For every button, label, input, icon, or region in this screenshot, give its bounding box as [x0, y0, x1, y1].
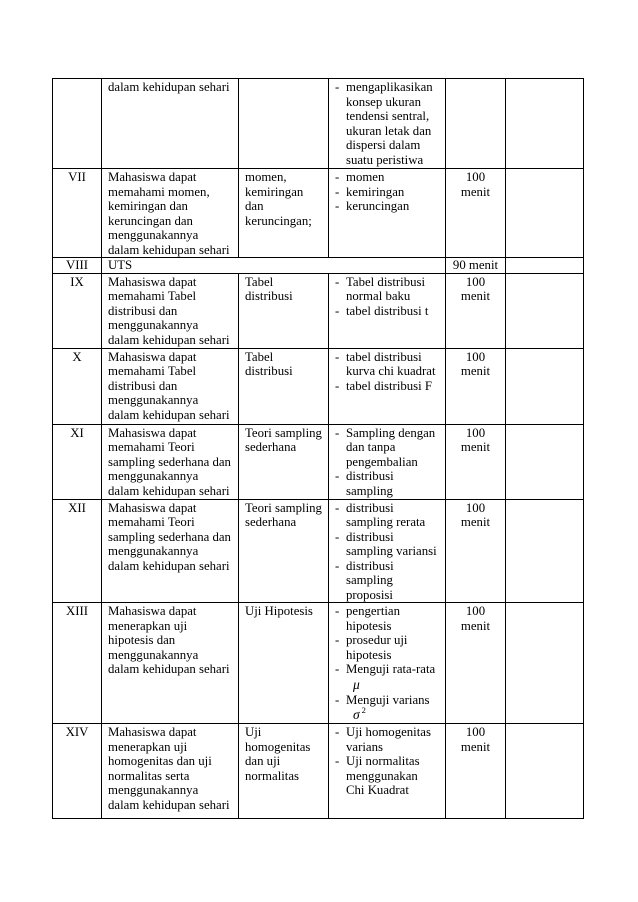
material-cell	[239, 603, 329, 724]
material-cell	[239, 724, 329, 819]
mu-symbol: μ	[353, 676, 360, 692]
subtopic-item	[335, 559, 443, 603]
bullet: -	[335, 184, 340, 199]
subtopic-item	[335, 633, 443, 662]
bullet: -	[335, 662, 340, 676]
notes-cell	[506, 424, 584, 499]
material-cell	[239, 348, 329, 424]
bullet: -	[335, 469, 340, 483]
bullet: -	[335, 500, 340, 515]
material-topic: Tabel distribusi	[245, 349, 293, 378]
outcome-cell	[102, 273, 239, 348]
subtopic-text: Uji homogenitas varians	[346, 725, 431, 754]
subtopic-text: tabel distribusi F	[346, 378, 433, 393]
duration: 100 menit	[460, 500, 491, 529]
subtopic-item	[335, 469, 443, 498]
learning-outcome: Mahasiswa dapat memahami Tabel distribusi dan menggunakannya dalam kehidupan sehari	[108, 274, 230, 347]
table-row	[53, 724, 584, 819]
subtopics-cell	[329, 169, 446, 258]
material-cell	[239, 79, 329, 169]
subtopic-item	[335, 350, 443, 379]
table-row	[53, 273, 584, 348]
subtopic-text: Menguji varians	[346, 692, 430, 707]
learning-outcome: Mahasiswa dapat memahami Teori sampling sederhana dan menggunakannya dalam kehidupan sehari	[108, 425, 231, 498]
duration: 100 menit	[460, 604, 491, 633]
subtopic-text: prosedur uji hipotesis	[346, 633, 408, 662]
notes-cell	[506, 79, 584, 169]
material-topic: Uji homogenitas dan uji normalitas	[245, 725, 311, 783]
table-row	[53, 169, 584, 258]
week-number: VIII	[65, 258, 89, 272]
bullet: -	[335, 80, 340, 94]
table-row	[53, 79, 584, 169]
outcome-cell	[102, 724, 239, 819]
material-topic: Teori sampling sederhana	[245, 425, 322, 454]
subtopic-body	[346, 693, 430, 724]
week-number: XI	[70, 425, 84, 440]
subtopic-item	[335, 693, 443, 724]
bullet: -	[335, 754, 340, 768]
outcome-cell	[102, 499, 239, 603]
subtopics-cell	[329, 724, 446, 819]
learning-outcome: dalam kehidupan sehari	[108, 80, 230, 94]
week-number: XII	[68, 500, 86, 515]
bullet: -	[335, 199, 340, 213]
sigma-squared-symbol	[346, 707, 430, 723]
notes-cell	[506, 169, 584, 258]
outcome-cell	[102, 258, 446, 274]
subtopic-text: distribusi sampling variansi	[346, 529, 437, 558]
subtopics-cell	[329, 348, 446, 424]
subtopic-item	[335, 501, 443, 530]
time-cell	[446, 79, 506, 169]
bullet: -	[335, 529, 340, 544]
exam-label: UTS	[108, 258, 133, 272]
bullet: -	[335, 349, 340, 364]
week-cell	[53, 424, 102, 499]
subtopic-text: mengaplikasikan konsep ukuran tendensi sentral, ukuran letak dan dispersi dalam suatu peristiwa	[346, 80, 433, 167]
subtopic-item	[335, 275, 443, 304]
duration: 100 menit	[460, 170, 491, 199]
bullet: -	[335, 274, 340, 289]
subtopics-cell	[329, 499, 446, 603]
week-cell	[53, 499, 102, 603]
subtopics-cell	[329, 424, 446, 499]
material-topic: Teori sampling sederhana	[245, 500, 322, 529]
week-cell	[53, 724, 102, 819]
table-row	[53, 499, 584, 603]
subtopic-text: Sampling dengan dan tanpa pengembalian	[346, 425, 436, 469]
subtopic-item	[335, 80, 443, 167]
time-cell	[446, 724, 506, 819]
week-number: VII	[68, 170, 86, 184]
week-cell	[53, 79, 102, 169]
subtopic-item	[335, 304, 443, 319]
duration: 100 menit	[460, 425, 491, 454]
learning-outcome: Mahasiswa dapat menerapkan uji homogenitas dan uji normalitas serta menggunakannya dalam kehidupan sehari	[108, 725, 230, 812]
subtopic-text: Menguji rata-rata	[346, 662, 436, 676]
subtopic-item	[335, 426, 443, 470]
subtopic-item	[335, 662, 443, 693]
subtopic-item	[335, 170, 443, 185]
subtopic-body	[346, 662, 435, 693]
subtopics-cell	[329, 273, 446, 348]
week-cell	[53, 169, 102, 258]
subtopic-item	[335, 379, 443, 394]
material-topic: Uji Hipotesis	[245, 604, 313, 618]
bullet: -	[335, 558, 340, 573]
week-cell	[53, 603, 102, 724]
bullet: -	[335, 725, 340, 739]
subtopic-text: momen	[346, 170, 385, 184]
subtopic-item	[335, 199, 443, 214]
notes-cell	[506, 273, 584, 348]
subtopic-text: keruncingan	[346, 199, 410, 213]
material-cell	[239, 424, 329, 499]
duration: 100 menit	[460, 274, 491, 303]
subtopic-text: distribusi sampling proposisi	[346, 558, 394, 602]
bullet: -	[335, 378, 340, 393]
notes-cell	[506, 724, 584, 819]
week-number: X	[72, 349, 82, 364]
time-cell	[446, 603, 506, 724]
week-number: IX	[70, 274, 84, 289]
material-cell	[239, 499, 329, 603]
outcome-cell	[102, 603, 239, 724]
notes-cell	[506, 603, 584, 724]
outcome-cell	[102, 424, 239, 499]
subtopic-item	[335, 725, 443, 754]
table-row	[53, 258, 584, 274]
material-topic: Tabel distribusi	[245, 274, 293, 303]
time-cell	[446, 169, 506, 258]
bullet: -	[335, 604, 340, 618]
time-cell	[446, 258, 506, 274]
duration: 100 menit	[460, 349, 491, 378]
time-cell	[446, 348, 506, 424]
subtopic-text: tabel distribusi kurva chi kuadrat	[346, 349, 436, 378]
material-cell	[239, 169, 329, 258]
material-cell	[239, 273, 329, 348]
subtopic-text: kemiringan	[346, 184, 405, 199]
syllabus-table	[52, 78, 584, 819]
bullet: -	[335, 170, 340, 184]
subtopic-text: Tabel distribusi normal baku	[346, 274, 426, 303]
outcome-cell	[102, 169, 239, 258]
time-cell	[446, 499, 506, 603]
table-row	[53, 348, 584, 424]
subtopic-text: tabel distribusi t	[346, 303, 429, 318]
subtopics-cell	[329, 79, 446, 169]
sigma-symbol: σ	[353, 707, 360, 722]
subtopic-item	[335, 604, 443, 633]
table-row	[53, 424, 584, 499]
notes-cell	[506, 258, 584, 274]
subtopic-item	[335, 530, 443, 559]
bullet: -	[335, 692, 340, 707]
subtopics-cell	[329, 603, 446, 724]
week-number: XIII	[65, 604, 89, 618]
bullet: -	[335, 303, 340, 318]
week-number: XIV	[65, 725, 89, 739]
notes-cell	[506, 348, 584, 424]
outcome-cell	[102, 79, 239, 169]
bullet: -	[335, 425, 340, 440]
bullet: -	[335, 633, 340, 647]
learning-outcome: Mahasiswa dapat menerapkan uji hipotesis dan menggunakannya dalam kehidupan sehari	[108, 604, 230, 676]
table-row	[53, 603, 584, 724]
subtopic-item	[335, 754, 443, 798]
learning-outcome: Mahasiswa dapat memahami momen, kemiringan dan keruncingan dan menggunakannya dalam kehidupan sehari	[108, 170, 230, 257]
subtopic-text: pengertian hipotesis	[346, 604, 401, 633]
subtopic-text: distribusi sampling rerata	[346, 500, 426, 529]
time-cell	[446, 273, 506, 348]
time-cell	[446, 424, 506, 499]
exponent: 2	[361, 705, 366, 715]
subtopic-text: distribusi sampling	[346, 469, 394, 498]
material-topic: momen, kemiringan dan keruncingan;	[245, 170, 312, 228]
week-cell	[53, 258, 102, 274]
subtopic-item	[335, 185, 443, 200]
week-cell	[53, 273, 102, 348]
week-cell	[53, 348, 102, 424]
notes-cell	[506, 499, 584, 603]
outcome-cell	[102, 348, 239, 424]
learning-outcome: Mahasiswa dapat memahami Teori sampling sederhana dan menggunakannya dalam kehidupan sehari	[108, 500, 231, 573]
duration: 90 menit	[452, 258, 499, 272]
learning-outcome: Mahasiswa dapat memahami Tabel distribusi dan menggunakannya dalam kehidupan sehari	[108, 349, 230, 422]
duration: 100 menit	[460, 725, 491, 754]
subtopic-text: Uji normalitas menggunakan Chi Kuadrat	[346, 754, 420, 797]
